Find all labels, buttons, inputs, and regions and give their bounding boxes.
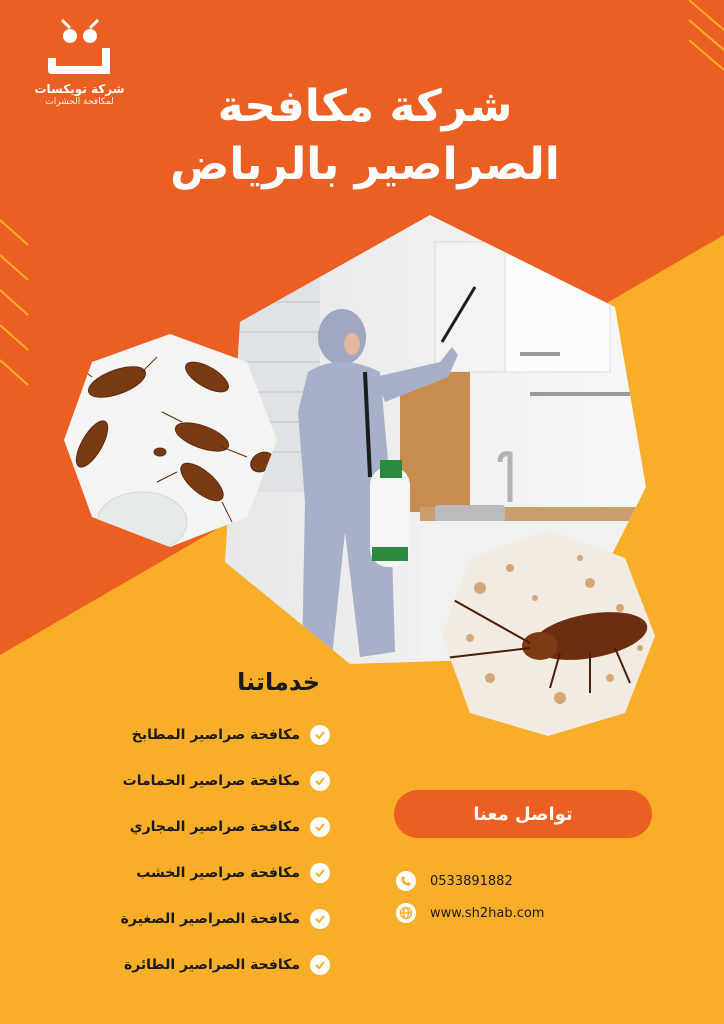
decorative-stripes-left	[0, 215, 40, 395]
cockroaches-photo	[62, 332, 280, 550]
list-item	[40, 896, 330, 942]
services-list	[40, 712, 330, 988]
website-link[interactable]: www.sh2hab.com	[430, 905, 545, 921]
website-row[interactable]	[396, 903, 544, 923]
check-circle-icon	[310, 771, 330, 791]
title-line-1: شركة مكافحة	[217, 81, 513, 132]
title-line-2: الصراصير بالرياض	[170, 139, 560, 190]
list-item	[40, 758, 330, 804]
logo-company-name: شركة تويكسات	[34, 82, 125, 96]
service-label: مكافحة صراصير المطابخ	[131, 727, 300, 743]
logo-subtitle: لمكافحة الحشرات	[45, 97, 114, 107]
company-logo	[22, 14, 137, 124]
decorative-stripes-top-right	[679, 0, 724, 70]
service-label: مكافحة صراصير المجاري	[129, 819, 300, 835]
globe-icon	[396, 903, 416, 923]
phone-row[interactable]	[396, 871, 513, 891]
service-label: مكافحة الصراصير الصغيرة	[120, 911, 300, 927]
check-circle-icon	[310, 955, 330, 975]
service-label: مكافحة الصراصير الطائرة	[123, 957, 300, 973]
list-item	[40, 850, 330, 896]
service-label: مكافحة صراصير الخشب	[136, 865, 300, 881]
service-label: مكافحة صراصير الحمامات	[122, 773, 300, 789]
cockroach-closeup-photo	[440, 528, 658, 740]
list-item	[40, 712, 330, 758]
check-circle-icon	[310, 817, 330, 837]
check-circle-icon	[310, 725, 330, 745]
contact-us-button[interactable]: تواصل معنا	[394, 790, 652, 838]
antenna-bug-logo-icon	[40, 14, 120, 78]
services-heading: خدماتنا	[237, 668, 320, 696]
check-circle-icon	[310, 909, 330, 929]
check-circle-icon	[310, 863, 330, 883]
list-item	[40, 804, 330, 850]
page-title	[150, 78, 580, 194]
phone-number[interactable]: 0533891882	[430, 873, 513, 889]
list-item	[40, 942, 330, 988]
phone-icon	[396, 871, 416, 891]
